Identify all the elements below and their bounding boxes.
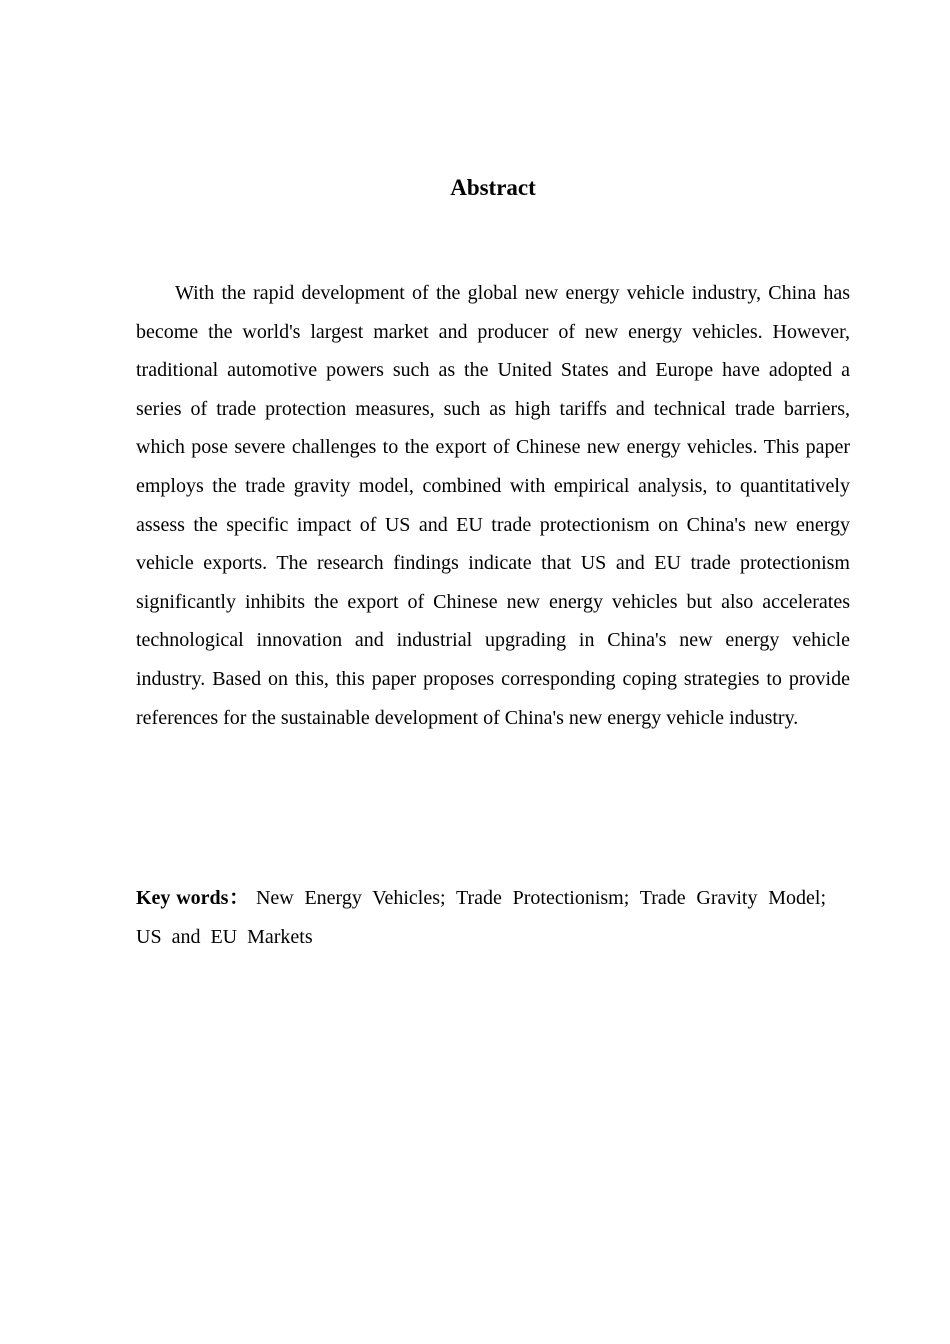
- keywords-label: Key words: [136, 887, 229, 909]
- abstract-title: Abstract: [450, 175, 536, 200]
- keywords-separator: ：: [228, 887, 250, 909]
- keywords-text: New Energy Vehicles; Trade Protectionism; Trade Gravity Model; US and EU Markets: [136, 887, 826, 948]
- abstract-body: With the rapid development of the global new energy vehicle industry, China has become the world's largest market and producer of new energy vehicles. However, traditional automotive powers such as the United States and Europe have adopted a series of trade protection measures, such as high tariffs and technical trade barriers, which pose severe challenges to the export of Chinese new energy vehicles. This paper employs the trade gravity model, combined with empirical analysis, to quantitatively assess the specific impact of US and EU trade protectionism on China's new energy vehicle exports. The research findings indicate that US and EU trade protectionism significantly inhibits the export of Chinese new energy vehicles but also accelerates technological innovation and industrial upgrading in China's new energy vehicle industry. Based on this, this paper proposes corresponding coping strategies to provide references for the sustainable development of China's new energy vehicle industry.: [136, 282, 850, 729]
- keywords-paragraph: [136, 879, 826, 956]
